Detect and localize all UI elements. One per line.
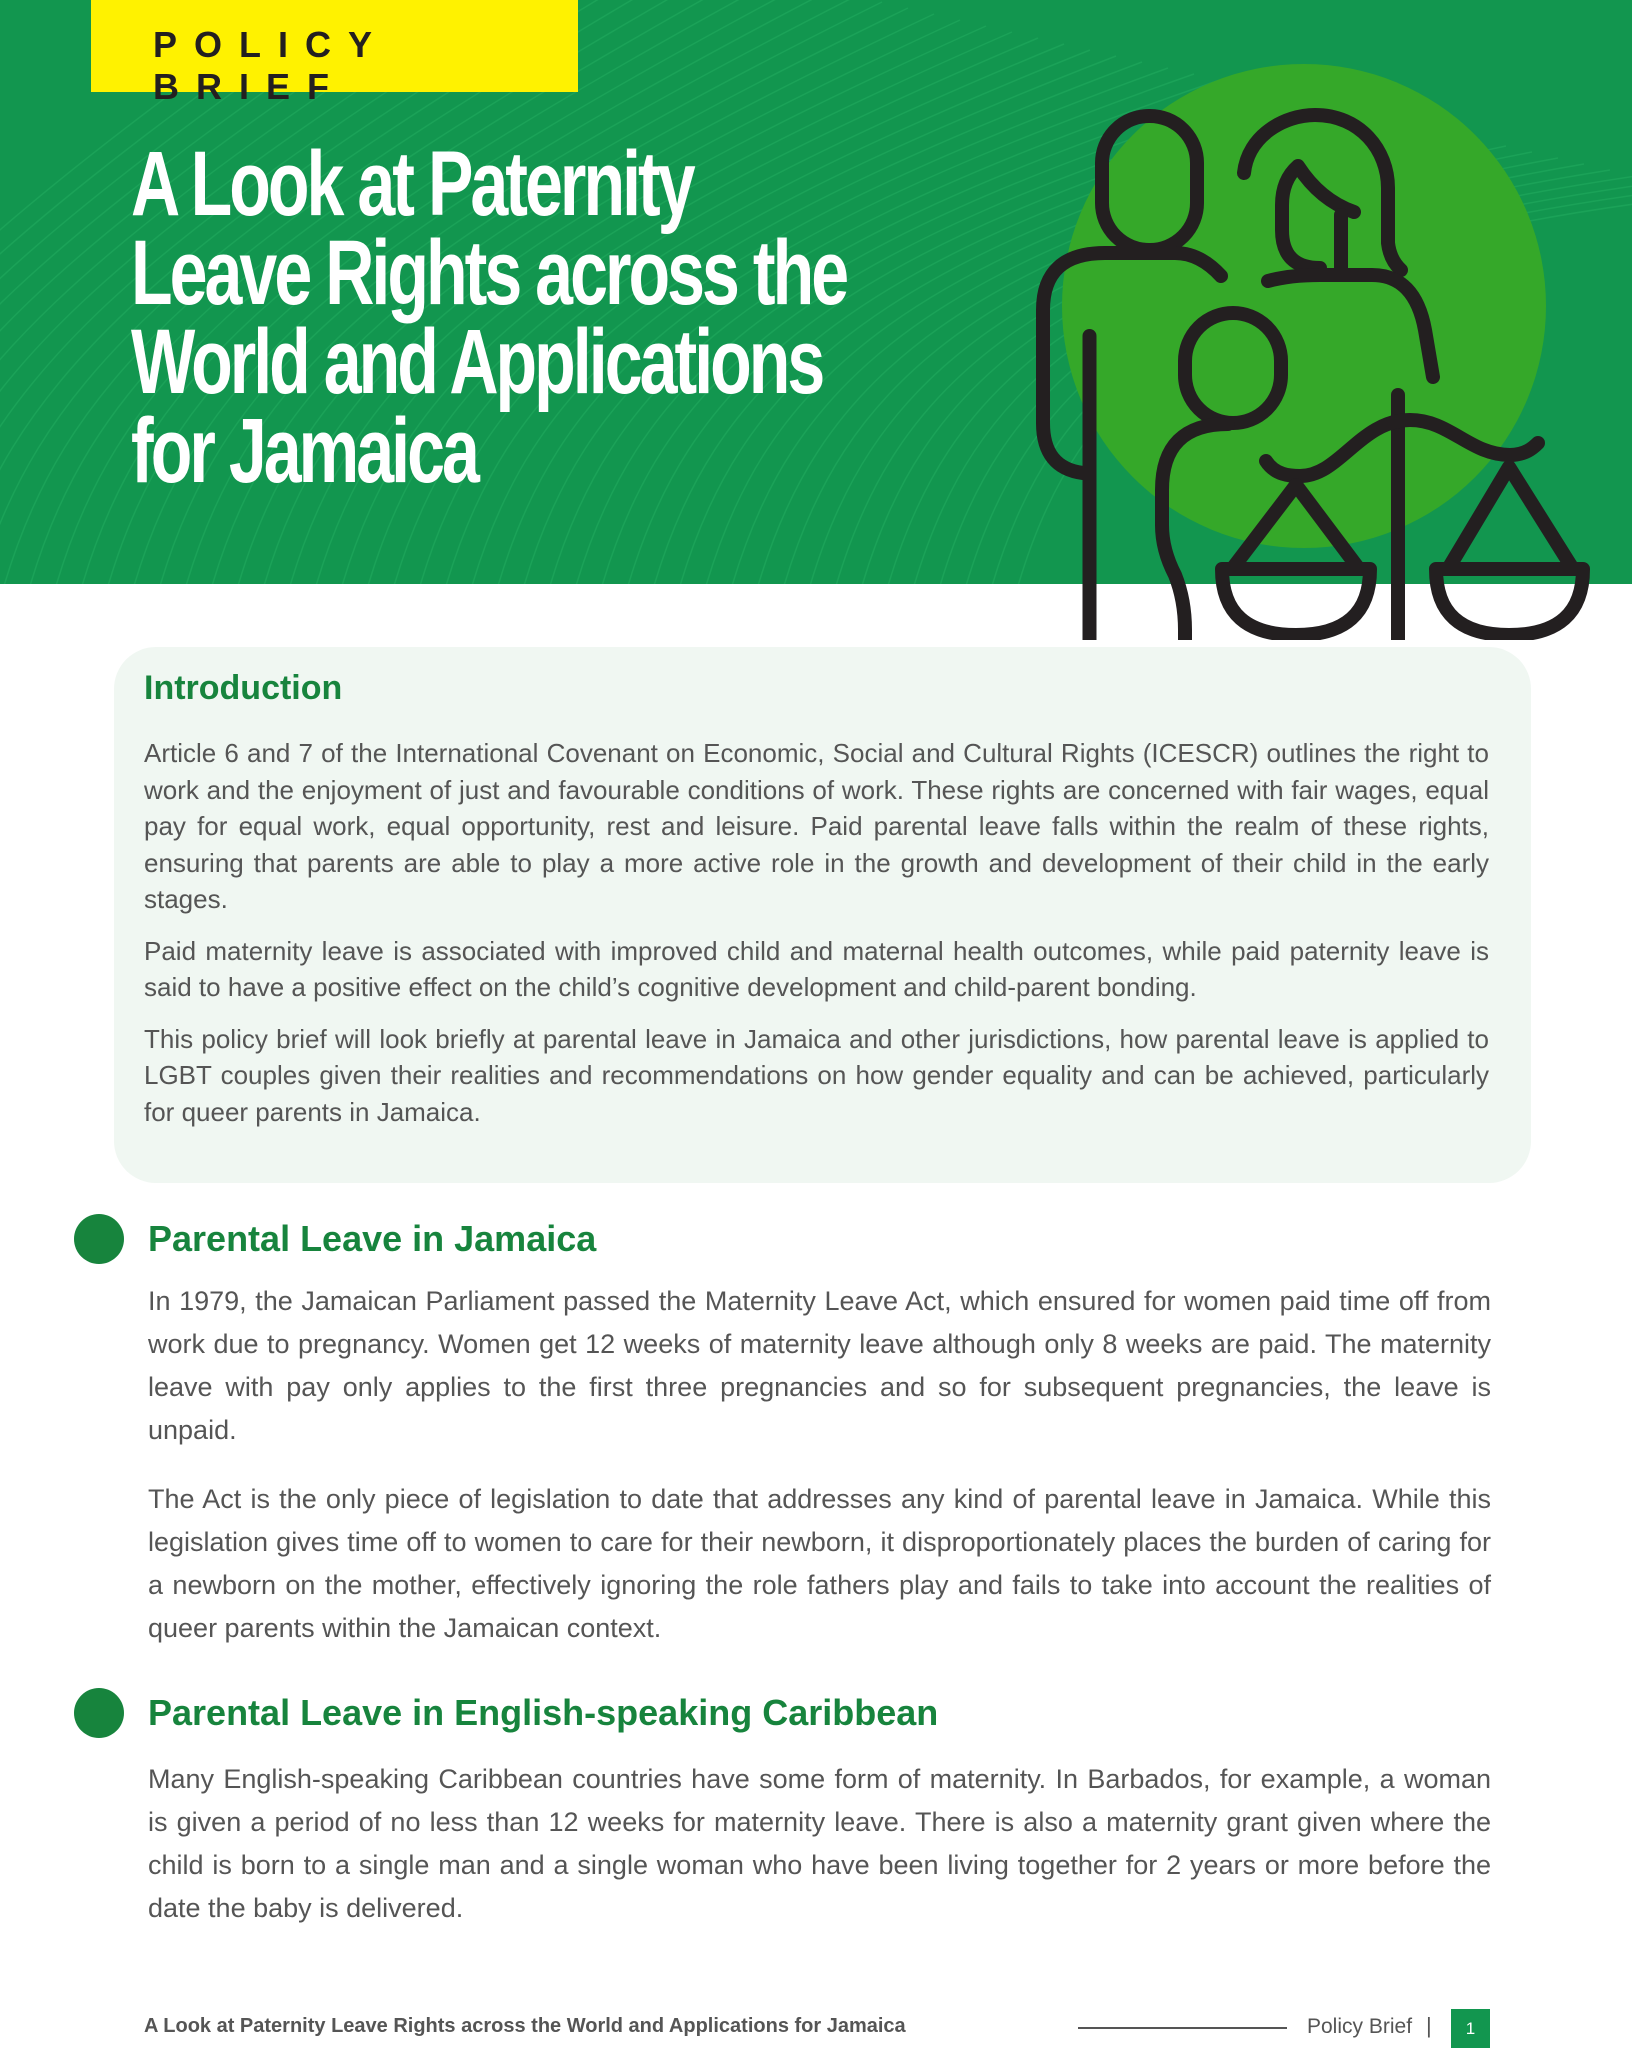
page-title	[131, 133, 945, 502]
intro-paragraph: Paid maternity leave is associated with improved child and maternal health outcomes, while paid paternity leave is said to have a positive effect on the child’s cognitive development and child-parent bonding.	[144, 935, 1489, 1002]
bullet-dot-icon	[74, 1214, 124, 1264]
title-line: World and Applications	[131, 311, 823, 413]
intro-paragraph: This policy brief will look briefly at parental leave in Jamaica and other jurisdictions, how parental leave is applied to LGBT couples given their realities and recommendations on how gender equality and can be achieved, particularly for queer parents in Jamaica.	[144, 1023, 1489, 1127]
footer-label: Policy Brief	[1307, 2015, 1413, 2038]
title-line: A Look at Paternity	[131, 133, 693, 235]
section-heading: Parental Leave in English-speaking Caribbean	[148, 1692, 939, 1733]
badge-label: POLICY BRIEF	[153, 24, 389, 107]
section-paragraph: The Act is the only piece of legislation to date that addresses any kind of parental leave in Jamaica. While this legislation gives time off to women to care for their newborn, it disproportionately places the burden of caring for a newborn on the mother, effectively ignoring the role fathers play and fails to take into account the realities of queer parents within the Jamaican context.	[148, 1484, 1491, 1643]
family-justice-illustration	[1000, 60, 1632, 640]
title-line: for Jamaica	[131, 400, 477, 502]
footer-divider	[1078, 2027, 1287, 2029]
policy-brief-badge	[91, 0, 578, 107]
footer-title: A Look at Paternity Leave Rights across the World and Applications for Jamaica	[144, 2015, 906, 2037]
introduction-heading: Introduction	[144, 669, 343, 707]
intro-paragraph: Article 6 and 7 of the International Covenant on Economic, Social and Cultural Rights (ICESCR) outlines the right to work and the enjoyment of just and favourable conditions of work. These rights are concerned with fair wages, equal pay for equal work, equal opportunity, rest and leisure. Paid parental leave falls within the realm of these rights, ensuring that parents are able to play a more active role in the growth and development of their child in the early stages.	[144, 738, 1489, 914]
bullet-dot-icon	[74, 1688, 124, 1738]
title-line: Leave Rights across the	[131, 222, 847, 324]
section-heading: Parental Leave in Jamaica	[148, 1218, 597, 1259]
footer-separator: |	[1426, 2013, 1432, 2038]
section-paragraph: In 1979, the Jamaican Parliament passed the Maternity Leave Act, which ensured for women paid time off from work due to pregnancy. Women get 12 weeks of maternity leave although only 8 weeks are paid. The maternity leave with pay only applies to the first three pregnancies and so for subsequent pregnancies, the leave is unpaid.	[148, 1286, 1491, 1445]
page-number: 1	[1451, 2009, 1490, 2048]
section-paragraph: Many English-speaking Caribbean countries have some form of maternity. In Barbados, for example, a woman is given a period of no less than 12 weeks for maternity leave. There is also a maternity grant given where the child is born to a single man and a single woman who have been living together for 2 years or more before the date the baby is delivered.	[148, 1764, 1491, 1923]
introduction-box	[114, 647, 1531, 1183]
